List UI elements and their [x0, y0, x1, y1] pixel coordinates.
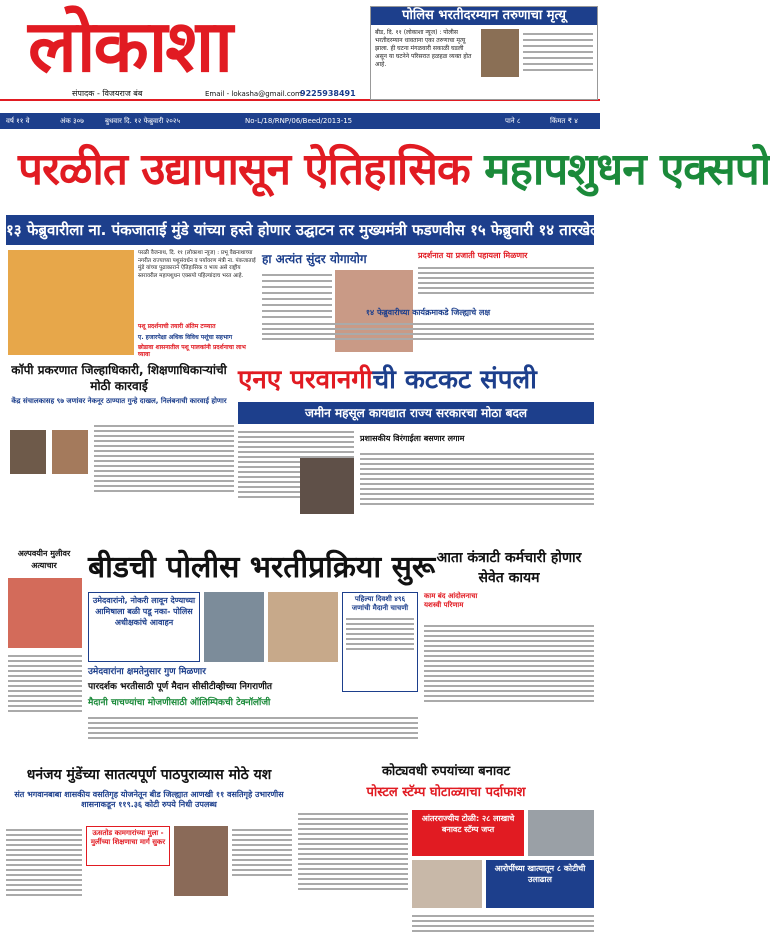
- issue: अंक ३०७: [60, 117, 84, 125]
- recruitment-ground-photo: [268, 592, 338, 662]
- phone-number: 9225938491: [300, 89, 356, 98]
- price: किंमत ₹ ४: [550, 117, 578, 125]
- quote-heading: हा अत्यंत सुंदर योगायोग: [262, 252, 367, 266]
- story3-headline-b: ची कटकट संपली: [372, 365, 537, 395]
- email-text: Email - lokasha@gmail.com: [205, 90, 302, 98]
- editor-credit: संपादक - विजयराज बंब: [72, 89, 143, 98]
- story7-headline-b: पोस्टल स्टॅम्प घोटाळ्याचा पर्दाफाश: [366, 785, 526, 800]
- story6-sub: संत भगवानबाबा शासकीय वसतिगृह योजनेतून बीड जिल्ह्यात आणखी ११ वसतिगृहे उभारणीस शासनाकडून ११९.३६ कोटी रुपये निधी उपलब्ध: [14, 790, 284, 809]
- stamps-photo: [412, 860, 482, 908]
- story6-headline: धनंजय मुंडेंच्या सातत्यपूर्ण पाठपुराव्यास मोठे यश: [26, 767, 272, 783]
- story5-headline: आता कंत्राटी कर्मचारी होणार सेवेत कायम: [436, 550, 582, 586]
- date-bar: [0, 113, 600, 129]
- pages: पाने ८: [505, 117, 521, 125]
- story2-headline: कॉपी प्रकरणात जिल्हाधिकारी, शिक्षणाधिकाऱ्यांची मोठी कारवाई: [11, 363, 227, 393]
- story3-box: प्रशासकीय विरंगाईला बसणार लगाम: [360, 434, 465, 443]
- story7-box1: आंतरराज्यीय टोळी: २८ लाखाचे बनावट स्टॅम्प जप्त: [412, 810, 524, 856]
- story2-sub: केंद्र संचालकासह ९७ जणांवर नेकनूर ठाण्यात गुन्हे दाखल, निलंबनाची कारवाई होणार: [11, 397, 227, 405]
- story7-box2: आरोपींच्या खात्यातून ८ कोटीची उलाढाल: [486, 860, 594, 908]
- main-caption: पशू प्रदर्शनाची तयारी अंतिम टप्प्यात: [138, 323, 216, 330]
- top-news-photo: [481, 29, 519, 77]
- story7-headline-a: कोट्यवधी रुपयांच्या बनावट: [381, 764, 511, 779]
- story6-box: ऊसतोड कामगारांच्या मुला - मुलींच्या शिक्षणाचा मार्ग सुकर: [86, 826, 170, 866]
- officer-photo-2: [52, 430, 88, 474]
- sp-photo: [204, 592, 264, 662]
- day-head: १४ फेब्रुवारीच्या कार्यक्रमाकडे जिल्ह्याचे लक्ष: [365, 308, 491, 317]
- story3-headline: [238, 362, 594, 398]
- top-news-title: पोलिस भरतीदरम्यान तरुणाचा मृत्यू: [371, 7, 597, 25]
- story5-side: काम बंद आंदोलनाचा यशस्वी परिणाम: [424, 592, 478, 609]
- story4-side-head: अल्पवयीन मुलीवर अत्याचार: [17, 549, 71, 570]
- main-lead: परळी वैजनाथ, दि. ११ (लोकाशा न्यूज) : प्रभू वैद्यनाथाच्या नगरीत राज्याच्या पशुसंवर्धन व पर्यावरण मंत्री ना. पंकजाताई मुंडे यांच्या पुढाकाराने ऐतिहासिक व भव्य असे राष्ट्रीय स्तरावरील महापशुधन एक्सपो पहिल्यांदाच भरत आहे.: [138, 250, 256, 279]
- stat-box: [342, 592, 418, 692]
- right-head: प्रदर्शनात या प्रजाती पहायला मिळणार: [418, 251, 528, 260]
- top-news-text: बीड, दि. ११ (लोकाशा न्यूज) : पोलीस भरतीदरम्यान धावताना एका तरुणाचा मृत्यू झाला. ही घटना मंगळवारी सकाळी घडली असून या घटनेने परिसरात हळहळ व्यक्त होत आहे.: [375, 29, 472, 68]
- date: बुधवार दि. १२ फेब्रुवारी २०२५: [105, 117, 181, 125]
- main-note: ए. हजारपेक्षा अधिक विविध पशूंचा सहभाग: [138, 334, 233, 341]
- story4-headline: बीडची पोलीस भरतीप्रक्रिया सुरू: [88, 550, 436, 585]
- minister-photo-2: [174, 826, 228, 896]
- top-news-box: [370, 6, 598, 100]
- story4-banner: उमेदवारांना क्षमतेनुसार गुण मिळणार: [88, 667, 206, 677]
- headline-part-a: परळीत उद्यापासून ऐतिहासिक: [18, 144, 470, 195]
- police-team-photo: [528, 810, 594, 856]
- official-photo: [300, 458, 354, 514]
- stat-head: पहिल्या दिवशी ४९६ जणांची मैदानी चाचणी: [351, 595, 409, 612]
- story4-tech: मैदानी चाचण्यांचा मोजणीसाठी ऑलिम्पिकची टेक्नॉलॉजी: [88, 698, 271, 708]
- masthead: [0, 0, 600, 112]
- registration: No-L/18/RNP/06/Beed/2013-15: [245, 117, 353, 125]
- main-headline: [18, 140, 770, 200]
- main-highlight: छोडावा शासनातील पशू पालकांनी प्रदर्शनाचा लाभ घ्यावा: [138, 344, 246, 358]
- story4-boxed: उमेदवारांनो, नोकरी लावून देण्याच्या आमिषाला बळी पडू नका- पोलिस अधीक्षकांचे आवाहन: [88, 592, 200, 662]
- main-subhead: १३ फेब्रुवारीला ना. पंकजाताई मुंडे यांच्या हस्ते होणार उद्घाटन तर मुख्यमंत्री फडणवीस १५ फेब्रुवारी १४ तारखेला येणार: [6, 215, 594, 245]
- leader-photo: [8, 250, 134, 355]
- officer-photo-1: [10, 430, 46, 474]
- year: वर्ष ११ वे: [6, 117, 30, 125]
- crime-illustration: [8, 578, 82, 648]
- story3-headline-a: एनए परवानगी: [238, 365, 373, 395]
- newspaper-logo: लोकाशा: [28, 3, 232, 88]
- story4-sub: पारदर्शक भरतीसाठी पूर्ण मैदान सीसीटीव्हीच्या निगराणीत: [88, 682, 273, 692]
- headline-part-b: महापशुधन एक्सपो: [484, 144, 770, 195]
- story3-sub: जमीन महसूल कायद्यात राज्य सरकारचा मोठा बदल: [238, 402, 594, 424]
